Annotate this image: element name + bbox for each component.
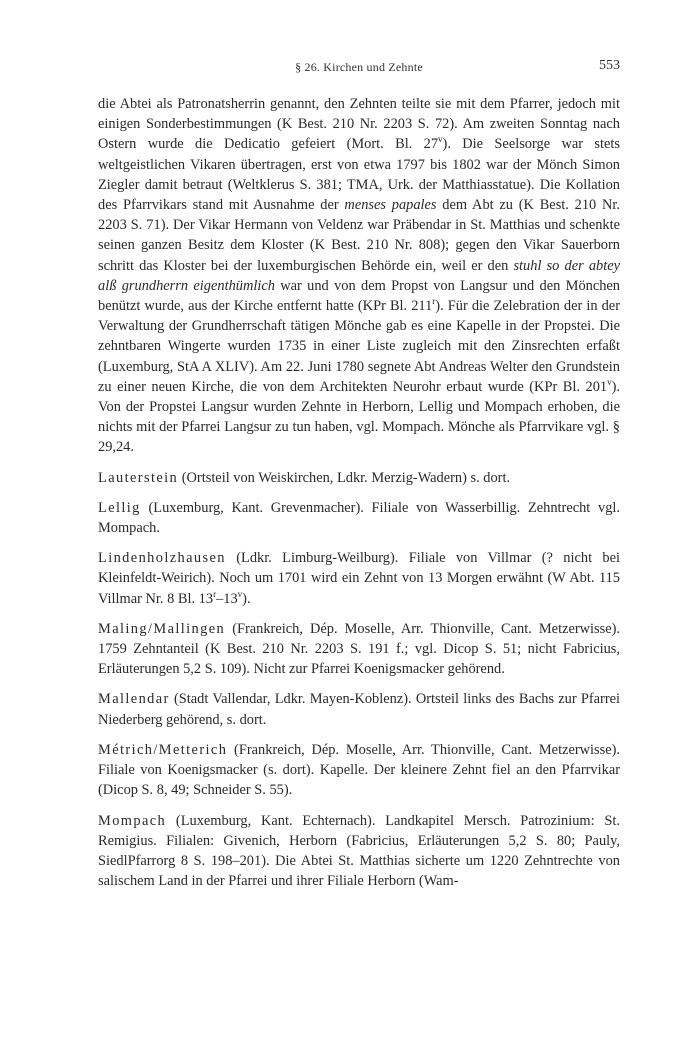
text-run: (Frankreich, Dép. Moselle, Arr. Thionville, Cant. Metzerwisse). Filiale von Koenigsmacker (s. dort). Kapelle. Der kleinere Zehnt fiel an den Pfarrvikar (Dicop S. 8, 49; Schneider S. 55). — [98, 741, 620, 799]
text-run: (Luxemburg, Kant. Echternach). Landkapitel Mersch. Patrozinium: St. Remigius. Filialen: Givenich, Herborn (Fabricius, Erläuterungen 5,2 S. 80; Pauly, SiedlPfarrorg 8 S. 198–201). Die Abtei St. Matthias sicherte um 1220 Zehntrechte von salischem Land in der Pfarrei und ihrer Filiale Herborn (Wam- — [98, 812, 620, 890]
place-name: Mallendar — [98, 691, 170, 708]
text-run: ). Von der Propstei Langsur wurden Zehnte in Herborn, Lellig und Mompach erhoben, die nichts mit der Pfarrei Langsur zu tun haben, vgl. Mompach. Mönche als Pfarrvikare vgl. § 29,24. — [98, 378, 620, 456]
text-run: (Ldkr. Limburg-Weilburg). Filiale von Villmar (? nicht bei Kleinfeldt-Weirich). Noch um 1701 wird ein Zehnt von 13 Morgen erwähnt (W Abt. 115 Villmar Nr. 8 Bl. 13 — [98, 550, 620, 607]
place-entry — [98, 548, 620, 609]
place-name: Lindenholzhausen — [98, 550, 226, 567]
text-run: dem Abt zu (K Best. 210 Nr. 2203 S. 71). Der Vikar Hermann von Veldenz war Präbendar in St. Matthias und schenkte seinen ganzen Besitz dem Kloster (K Best. 210 Nr. 808); gegen den Vikar Sauerborn schritt das Kloster bei der luxemburgischen Behörde ein, weil er den — [98, 197, 620, 274]
superscript: v — [438, 134, 443, 145]
place-name: Lauterstein — [98, 469, 179, 486]
superscript: v — [237, 588, 243, 599]
superscript: v — [607, 377, 612, 388]
place-name: Maling/Mallingen — [98, 620, 226, 637]
place-entry — [98, 689, 620, 729]
text-run: (Luxemburg, Kant. Grevenmacher). Filiale von Wasserbillig. Zehntrecht vgl. Mompach. — [98, 499, 620, 537]
italic-quote: stuhl so der abtey alß grundherrn eigenthümlich — [98, 257, 620, 294]
place-name: Lellig — [98, 499, 141, 516]
place-entry — [98, 619, 620, 680]
place-entry — [98, 811, 620, 892]
page-body — [98, 94, 620, 891]
text-run: (Stadt Vallendar, Ldkr. Mayen-Koblenz). Ortsteil links des Bachs zur Pfarrei Niederberg gehörend, s. dort. — [98, 691, 620, 728]
italic-quote: menses papales — [344, 197, 437, 214]
text-run: war und von dem Propst von Langsur und den Mönchen benützt wurde, aus der Kirche entfernt hatte (KPr Bl. 211 — [98, 277, 620, 315]
text-run: ). — [242, 590, 251, 607]
page-header — [98, 58, 620, 80]
text-run: ). Für die Zelebration der in der Verwaltung der Grundherrschaft tätigen Mönche gab es eine Kapelle in der Propstei. Die zehntbaren Wingerte wurden 1735 in einer Liste zugleich mit den Zinsrechten erfaßt (Luxemburg, StA A XLIV). Am 22. Juni 1780 segnete Abt Andreas Welter den Grundstein zu einer neuen Kirche, die von dem Architekten Neurohr erbaut wurde (KPr Bl. 201 — [98, 298, 620, 395]
place-entry — [98, 740, 620, 801]
text-run: –13 — [216, 590, 238, 607]
place-name: Mompach — [98, 812, 167, 829]
superscript: r — [213, 588, 217, 599]
running-title: § 26. Kirchen und Zehnte — [295, 60, 423, 74]
page-number: 553 — [599, 58, 620, 73]
text-run: (Ortsteil von Weiskirchen, Ldkr. Merzig-Wadern) s. dort. — [178, 469, 511, 486]
text-run: ). Die Seelsorge war stets weltgeistlichen Vikaren übertragen, erst von etwa 1797 bis 1802 war der Mönch Simon Ziegler damit betraut (Weltklerus S. 381; TMA, Urk. der Matthiasstatue). Die Kollation des Pfarrvikars stand mit Ausnahme der — [98, 136, 620, 214]
entry-list — [98, 468, 620, 892]
superscript: r — [432, 296, 436, 307]
place-entry — [98, 498, 620, 538]
place-name: Métrich/Metterich — [98, 741, 228, 758]
text-run: die Abtei als Patronatsherrin genannt, den Zehnten teilte sie mit dem Pfarrer, jedoch mit einigen Sonderbestimmungen (K Best. 210 Nr. 2203 S. 72). Am zweiten Sonntag nach Ostern wurde die Dedicatio gefeiert (Mort. Bl. 27 — [98, 96, 620, 153]
text-run: (Frankreich, Dép. Moselle, Arr. Thionville, Cant. Metzerwisse). 1759 Zehntanteil (K Best. 210 Nr. 2203 S. 191 f.; vgl. Dicop S. 51; nicht Fabricius, Erläuterungen 5,2 S. 109). Nicht zur Pfarrei Koenigsmacker gehörend. — [98, 620, 620, 678]
place-entry — [98, 468, 620, 488]
page — [98, 58, 620, 891]
intro-paragraph — [98, 94, 620, 458]
